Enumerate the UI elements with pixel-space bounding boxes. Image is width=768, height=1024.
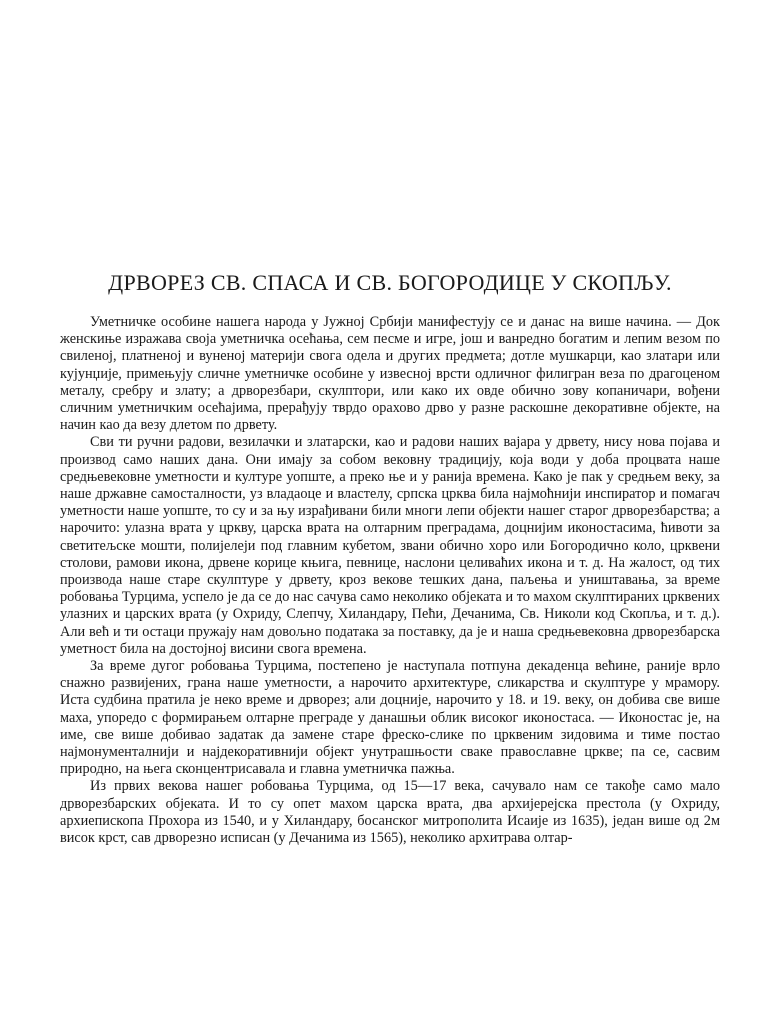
- paragraph-1: Уметничке особине нашега народа у Јужној Србији манифестују се и данас на више начина. — Док женскиње изражава своја уметничка осећања, сем песме и игре, још и ванредно богатим и лепим везом по свиленој, платненој и вуненој материји свога одела и других предмета; дотле мушкарци, као златари или кујунџије, примењују сличне уметничке особине у извесној врсти одличног филигран веза по драгоценом металу, сребру и злату; а дрворезбари, скулптори, или како их овде обично зову копаничари, вођени сличним уметничким осећајима, прерађују тврдо орахово дрво у разне раскошне декоративне објекте, на начин као да везу длетом по дрвету.: [60, 314, 720, 434]
- paragraph-4: Из првих векова нашег робовања Турцима, од 15—17 века, сачувало нам се такође само мало дрворезбарских објеката. И то су опет махом царска врата, два архијерејска престола (у Охриду, архиепископа Прохора из 1540, и у Хиландару, босанског митрополита Исаије из 1635), један више од 2м висок крст, сав дрворезно исписан (у Дечанима из 1565), неколико архитрава олтар-: [60, 778, 720, 847]
- article-title: ДРВОРЕЗ СВ. СПАСА И СВ. БОГОРОДИЦЕ У СКОПЉУ.: [108, 270, 672, 295]
- paragraph-3: За време дугог робовања Турцима, постепено је наступала потпуна декаденца већине, раније врло снажно развијених, грана наше уметности, а нарочито архитектуре, сликарства и скулптуре у мрамору. Иста судбина пратила је неко време и дрворез; али доцније, нарочито у 18. и 19. веку, он добива све више маха, упоредо с формирањем олтарне преграде у данашњи облик високог иконостаса. — Иконостас је, на име, све више добивао задатак да замене старе фреско-слике по црквеним зидовима и тиме постао најмонументалнији и најдекоративнији објект унутрашњости сваке православне цркве; па се, сасвим природно, на њега сконцентрисавала и главна уметничка пажња.: [60, 658, 720, 778]
- paragraph-2: Сви ти ручни радови, везилачки и златарски, као и радови наших вајара у дрвету, нису нова појава и производ само наших дана. Они имају за собом вековну традицију, која води у доба процвата наше средњевековне уметности и културе уопште, а преко ње и у ранија времена. Како је пак у средњем веку, за наше државне самосталности, уз владаоце и властелу, српска црква била најмоћнији инспиратор и помагач уметности наше уопште, то су и за њу израђивани били многи лепи објекти нашег старог дрворезбарства; а нарочито: улазна врата у цркву, царска врата на олтарним преградама, доцнијим иконостасима, ћивоти за светитељске мошти, полијелеји под главним кубетом, звани обично хоро или Богородично коло, црквени столови, рамови икона, дрвене корице књига, певнице, наслони целиваћих икона и т. д. На жалост, од тих производа наше старе скулптуре у дрвету, кроз векове тешких дана, паљења и уништавања, за време робовања Турцима, успело је да се до нас сачува само неколико објеката и то махом скулптираних црквених улазних и царских врата (у Охриду, Слепчу, Хиландару, Пећи, Дечанима, Св. Николи код Скопља, и т. д.). Али већ и ти остаци пружају нам довољно података за поставку, да је и наша средњевековна дрворезбарска уметност била на достојној висини свога времена.: [60, 434, 720, 657]
- document-page: [60, 270, 720, 847]
